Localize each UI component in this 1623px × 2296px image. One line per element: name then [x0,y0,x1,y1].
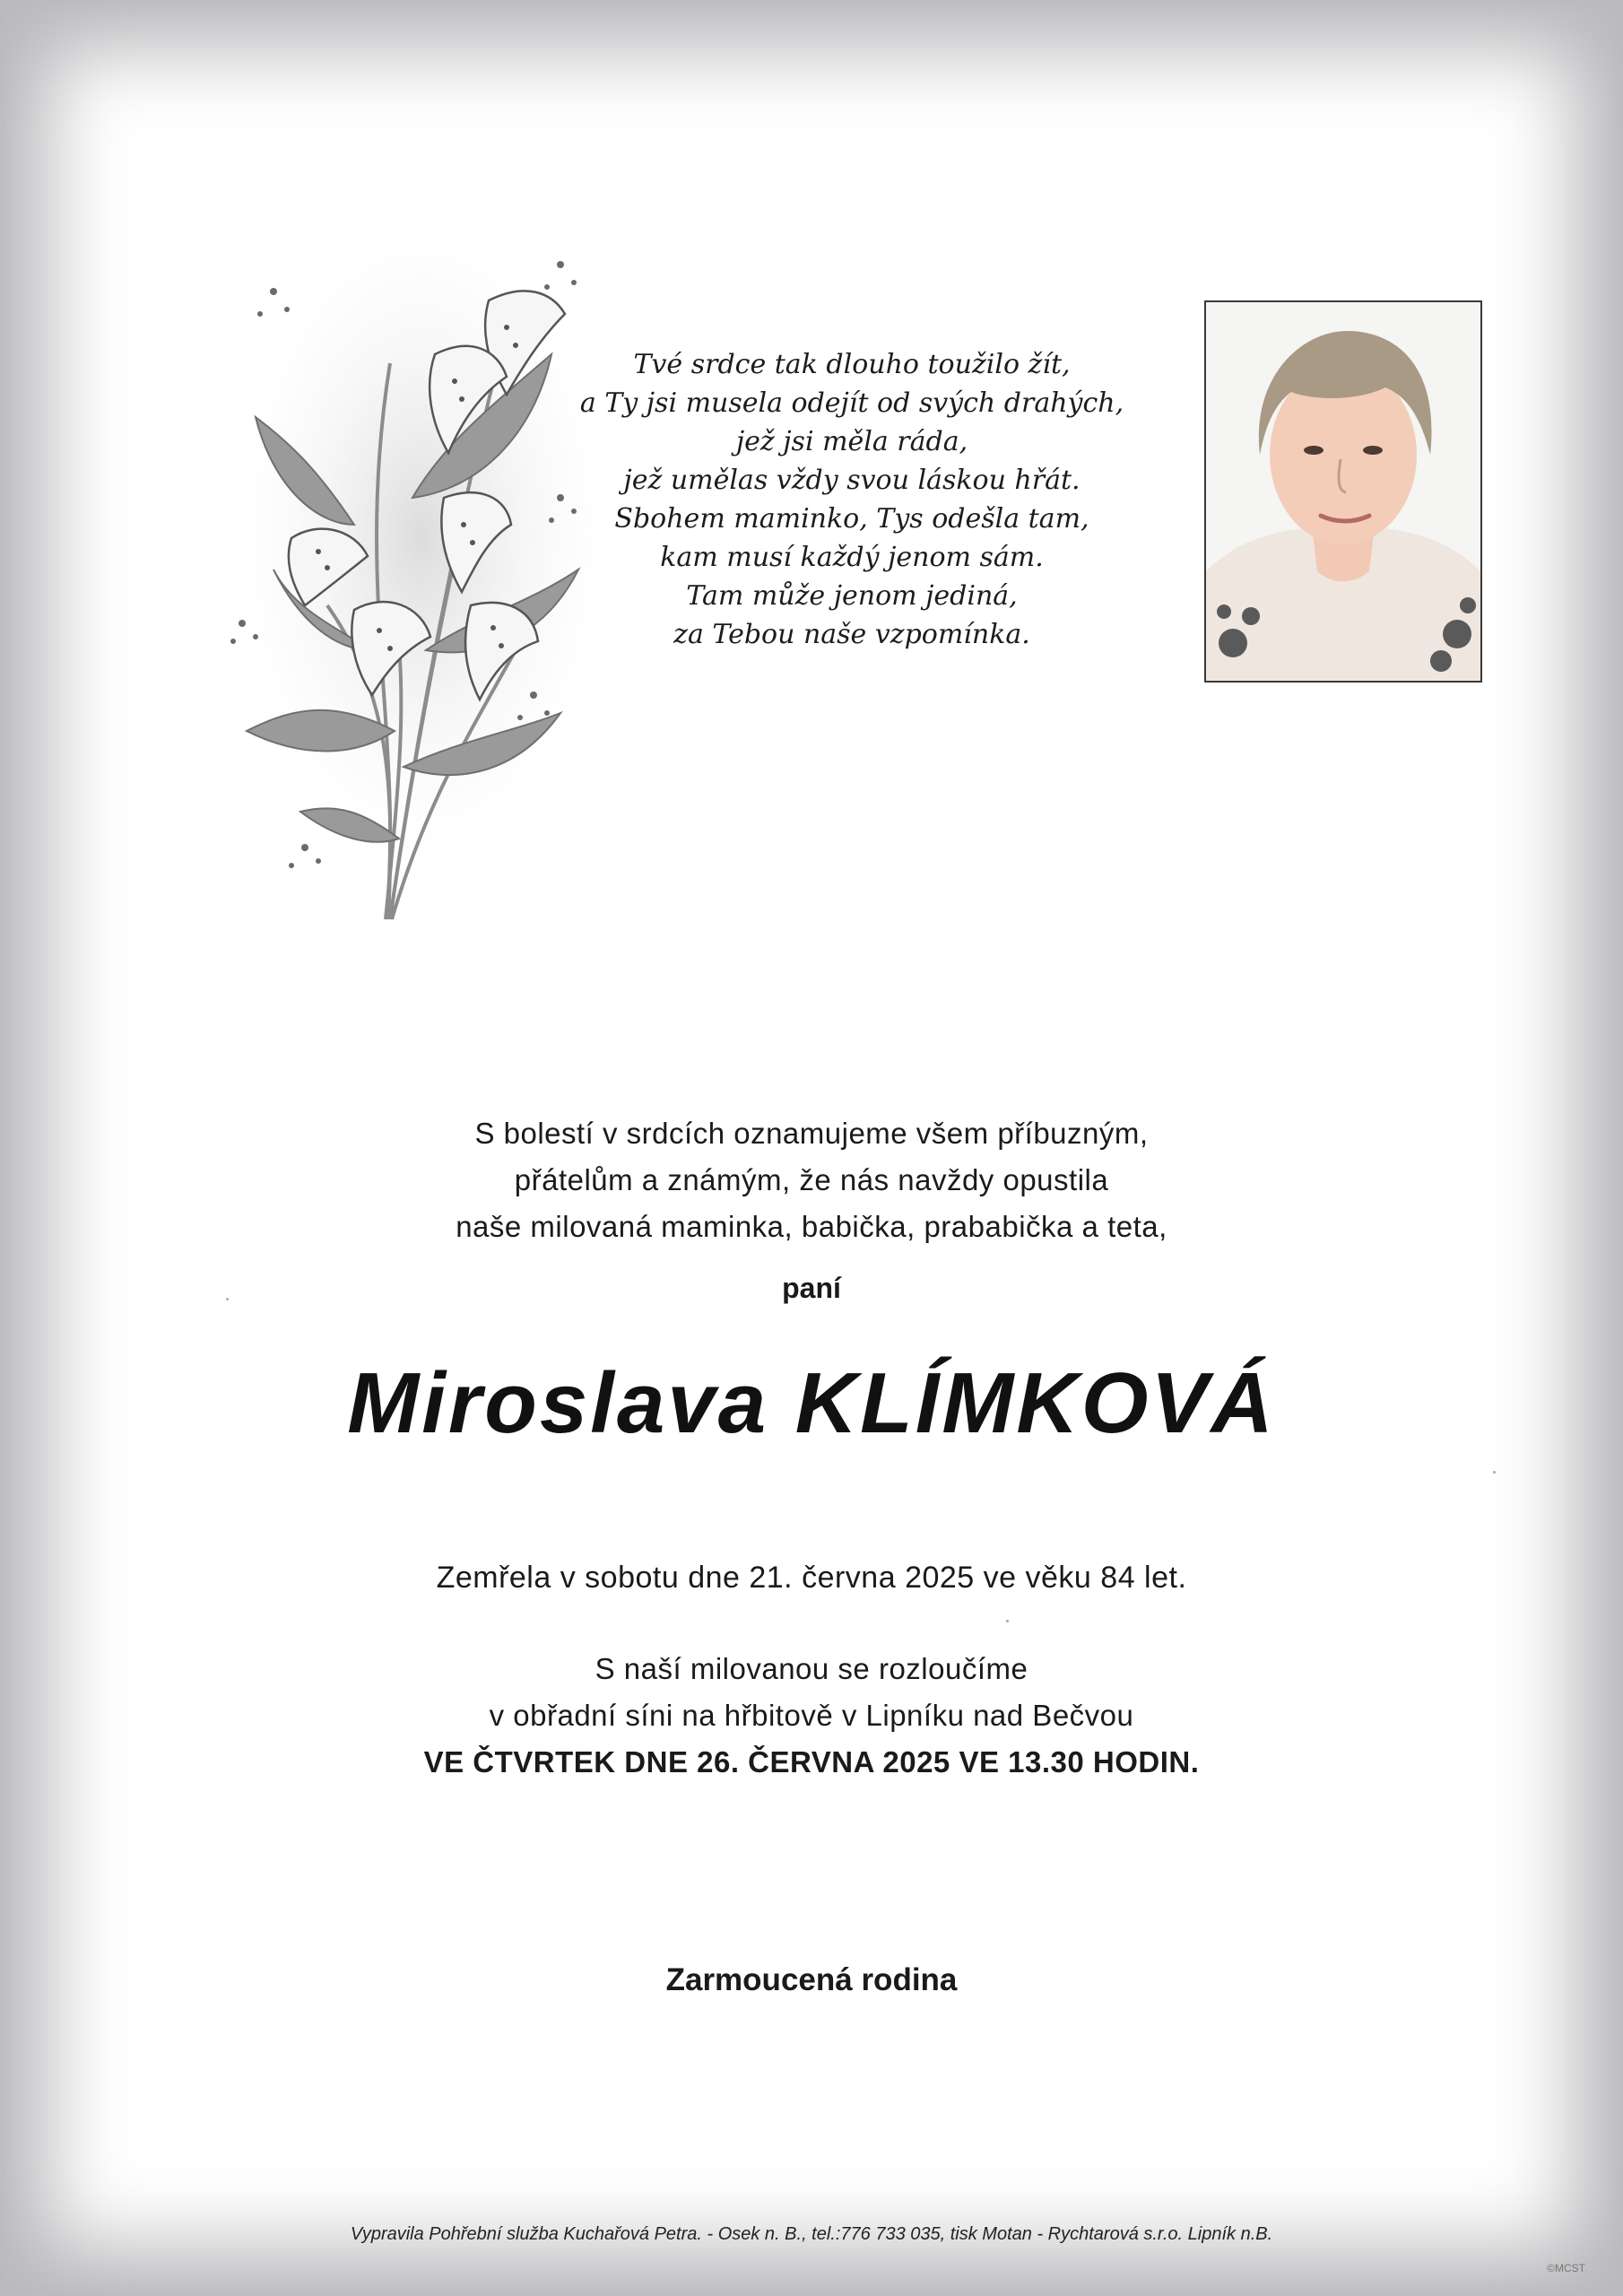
poem-line: Tam může jenom jediná, [686,580,1018,612]
signature: Zarmoucená rodina [665,1962,958,1997]
farewell-line: S naší milovanou se rozloučíme [595,1652,1028,1685]
announcement-text [0,1110,1623,1250]
portrait-photo [1204,300,1482,683]
death-date-text: Zemřela v sobotu dne 21. června 2025 ve věku 84 let. [436,1561,1187,1595]
deceased-name: Miroslava KLÍMKOVÁ [347,1355,1276,1451]
poem-line: jež umělas vždy svou láskou hřát. [623,465,1081,496]
poem-line: jež jsi měla ráda, [735,426,968,457]
paper-speck [226,1298,229,1300]
farewell-datetime: VE ČTVRTEK DNE 26. ČERVNA 2025 VE 13.30 HODIN. [423,1745,1200,1779]
honorific-title: paní [782,1272,841,1304]
poem-line: Sbohem maminko, Tys odešla tam, [614,503,1089,535]
paper-speck [1006,1620,1009,1622]
print-stamp: ©MCST [1547,2262,1585,2274]
poem [556,345,1148,654]
farewell-text [0,1646,1623,1786]
announcement-line: přátelům a známým, že nás navždy opustila [514,1163,1109,1196]
poem-line: kam musí každý jenom sám. [660,542,1044,573]
poem-line: Tvé srdce tak dlouho toužilo žít, [633,349,1071,380]
poem-line: za Tebou naše vzpomínka. [673,619,1030,650]
funeral-service-footer: Vypravila Pohřební služba Kuchařová Petra. - Osek n. B., tel.:776 733 035, tisk Motan - Rychtarová s.r.o. Lipník n.B. [350,2224,1273,2244]
poem-line: a Ty jsi musela odejít od svých drahých, [579,387,1124,419]
announcement-line: naše milovaná maminka, babička, prababička a teta, [456,1210,1167,1243]
portrait-photo-icon [1206,302,1480,681]
paper-speck [1493,1471,1496,1474]
farewell-location: v obřadní síni na hřbitově v Lipníku nad Bečvou [489,1699,1134,1732]
announcement-line: S bolestí v srdcích oznamujeme všem příbuzným, [474,1117,1149,1150]
